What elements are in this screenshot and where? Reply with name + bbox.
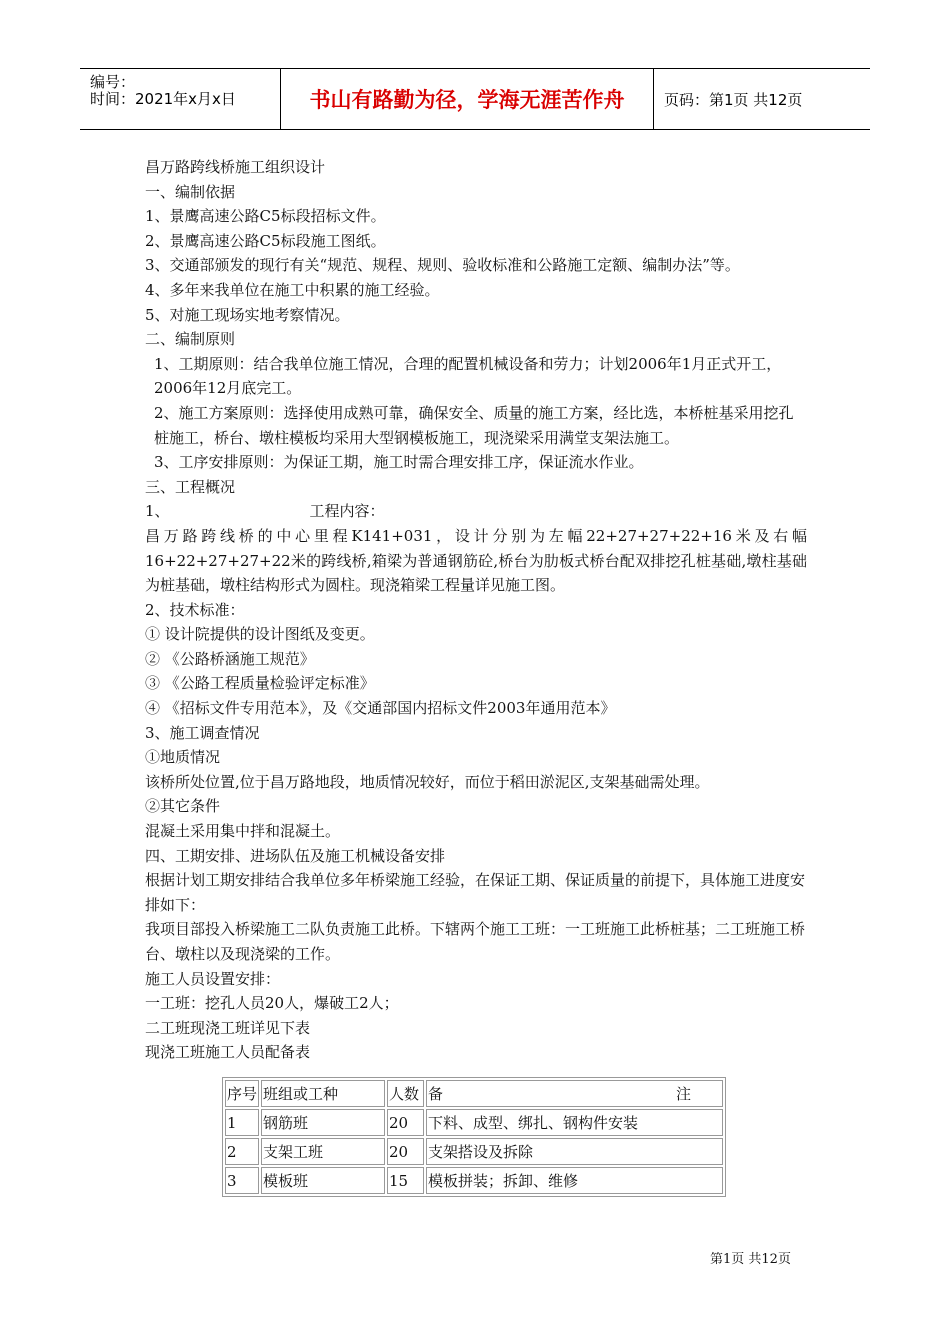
document-title: 昌万路跨线桥施工组织设计 [145,158,326,176]
table-cell: 支架工班 [261,1138,385,1165]
table-cell: 支架搭设及拆除 [426,1138,723,1165]
table-cell: 模板拼装；拆卸、维修 [426,1167,723,1194]
note-header-part: 备 [428,1085,444,1103]
paragraph: 2、施工方案原则：选择使用成熟可靠，确保安全、质量的施工方案，经比选，本桥桩基采用挖孔桩施工，桥台、墩柱模板均采用大型钢模板施工，现浇梁采用满堂支架法施工。 [154,403,794,447]
table-header-cell: 人数 [387,1080,424,1107]
table-cell: 1 [225,1109,259,1136]
subsection-heading: ①地质情况 [145,748,221,767]
list-item: ④ 《招标文件专用范本》，及《交通部国内招标文件2003年通用范本》 [145,699,616,718]
list-item: 4、多年来我单位在施工中积累的施工经验。 [145,280,440,299]
paragraph: 二工班现浇工班详见下表 [145,1018,311,1037]
section-heading: 三、工程概况 [145,477,236,496]
subsection-heading: 3、施工调查情况 [145,723,260,742]
list-item: ② 《公路桥涵施工规范》 [145,649,315,668]
paragraph: 混凝土采用集中拌和混凝土。 [145,822,341,841]
header-meta [80,69,281,129]
subsection-label: 工程内容： [309,502,385,521]
note-header [428,1083,721,1104]
table-cell: 钢筋班 [261,1109,385,1136]
subsection-heading [145,499,807,524]
section-heading: 二、编制原则 [145,330,236,349]
header-page-info: 页码：第1页 共12页 [664,90,803,109]
paragraph: 施工人员设置安排： [145,969,281,988]
list-item: 3、交通部颁发的现行有关“规范、规程、规则、验收标准和公路施工定额、编制办法”等。 [145,256,740,275]
list-item: ③ 《公路工程质量检验评定标准》 [145,674,375,693]
paragraph: 3、工序安排原则：为保证工期，施工时需合理安排工序，保证流水作业。 [154,453,644,472]
list-item: 2、景鹰高速公路C5标段施工图纸。 [145,231,386,250]
number-label: 编号： [90,73,136,91]
page-footer: 第1页 共12页 [710,1252,791,1267]
table-header-cell: 序号 [225,1080,259,1107]
section-heading: 一、编制依据 [145,182,236,201]
list-item: 1、景鹰高速公路C5标段招标文件。 [145,207,386,226]
paragraph: 根据计划工期安排结合我单位多年桥梁施工经验，在保证工期、保证质量的前提下，具体施工进度安排如下： [145,871,806,914]
table-cell: 20 [387,1138,424,1165]
header-motto: 书山有路勤为径，学海无涯苦作舟 [281,69,654,129]
subsection-heading: ②其它条件 [145,797,221,816]
table-row [225,1167,723,1194]
paragraph: 我项目部投入桥梁施工二队负责施工此桥。下辖两个施工工班：一工班施工此桥桩基；二工班施工桥台、墩柱以及现浇梁的工作。 [145,920,806,963]
table-cell: 下料、成型、绑扎、钢构件安装 [426,1109,723,1136]
paragraph: 昌万路跨线桥的中心里程K141+031，设计分别为左幅22+27+27+22+16米及右幅16+22+27+27+22米的跨线桥,箱梁为普通钢筋砼,桥台为肋板式桥台配双排挖孔桩基础,墩柱基础为桩基础，墩柱结构形式为圆柱。现浇箱梁工程量详见施工图。 [145,526,807,595]
table-row [225,1109,723,1136]
table-caption: 现浇工班施工人员配备表 [145,1043,311,1062]
crew-table [222,1077,726,1197]
table-header-cell: 班组或工种 [261,1080,385,1107]
table-cell: 15 [387,1167,424,1194]
table-cell: 3 [225,1167,259,1194]
subsection-heading: 2、技术标准： [145,600,245,619]
paragraph: 该桥所处位置,位于昌万路地段，地质情况较好，而位于稻田淤泥区,支架基础需处理。 [145,772,710,791]
table-cell: 20 [387,1109,424,1136]
list-item: 5、对施工现场实地考察情况。 [145,305,350,324]
document-body [145,155,807,1065]
note-header-part: 注 [675,1085,691,1103]
time-label: 时间：2021年x月x日 [90,90,236,108]
table-header-row [225,1080,723,1107]
table-row [225,1138,723,1165]
paragraph: 1、工期原则：结合我单位施工情况，合理的配置机械设备和劳力；计划2006年1月正式开工，2006年12月底完工。 [154,354,782,398]
subsection-number: 1、 [145,502,170,521]
list-item: ① 设计院提供的设计图纸及变更。 [145,625,375,644]
page-header [80,68,870,130]
table-cell: 模板班 [261,1167,385,1194]
section-heading: 四、工期安排、进场队伍及施工机械设备安排 [145,846,446,865]
table-cell: 2 [225,1138,259,1165]
paragraph: 一工班：挖孔人员20人，爆破工2人； [145,994,399,1013]
table-header-cell [426,1080,723,1107]
